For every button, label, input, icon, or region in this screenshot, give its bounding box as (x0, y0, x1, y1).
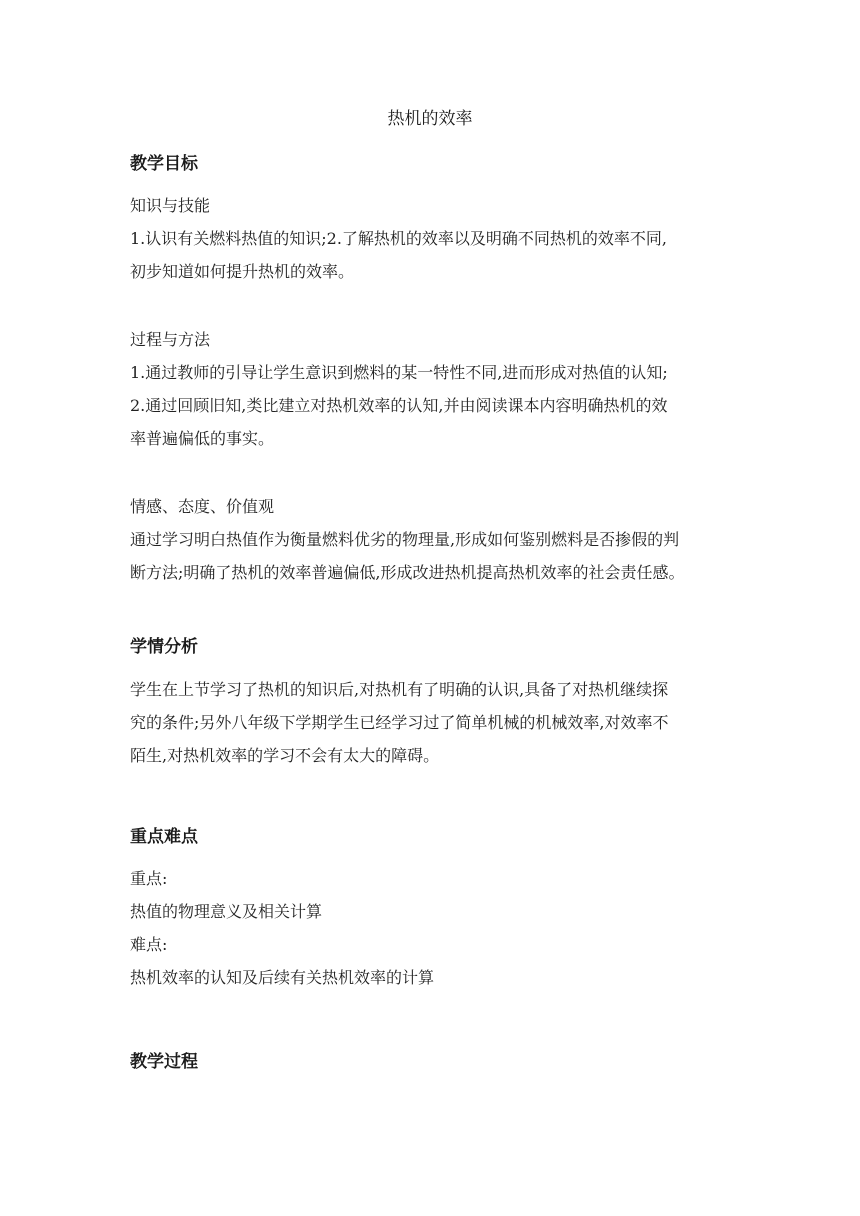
analysis-line-1: 学生在上节学习了热机的知识后,对热机有了明确的认识,具备了对热机继续探 (130, 680, 669, 699)
knowledge-line-1: 1.认识有关燃料热值的知识;2.了解热机的效率以及明确不同热机的效率不同, (130, 229, 668, 248)
key-label: 重点: (130, 869, 168, 888)
heading-key-points: 重点难点 (130, 827, 198, 847)
label-knowledge-skills: 知识与技能 (130, 196, 211, 215)
analysis-line-2: 究的条件;另外八年级下学期学生已经学习过了简单机械的机械效率,对效率不 (130, 713, 669, 732)
knowledge-line-2: 初步知道如何提升热机的效率。 (130, 262, 355, 281)
analysis-line-3: 陌生,对热机效率的学习不会有太大的障碍。 (130, 746, 440, 765)
emotion-line-1: 通过学习明白热值作为衡量燃料优劣的物理量,形成如何鉴别燃料是否掺假的判 (130, 530, 680, 549)
document-title: 热机的效率 (387, 109, 473, 129)
difficulty-text: 热机效率的认知及后续有关热机效率的计算 (130, 968, 435, 987)
label-emotion-values: 情感、态度、价值观 (130, 497, 275, 516)
heading-student-analysis: 学情分析 (130, 637, 198, 657)
key-text: 热值的物理意义及相关计算 (130, 902, 323, 921)
process-line-2: 2.通过回顾旧知,类比建立对热机效率的认知,并由阅读课本内容明确热机的效 (130, 396, 668, 415)
difficulty-label: 难点: (130, 935, 168, 954)
heading-teaching-process: 教学过程 (130, 1052, 198, 1072)
process-line-3: 率普遍偏低的事实。 (130, 429, 275, 448)
emotion-line-2: 断方法;明确了热机的效率普遍偏低,形成改进热机提高热机效率的社会责任感。 (130, 563, 685, 582)
label-process-methods: 过程与方法 (130, 330, 211, 349)
heading-objectives: 教学目标 (130, 154, 198, 174)
process-line-1: 1.通过教师的引导让学生意识到燃料的某一特性不同,进而形成对热值的认知; (130, 363, 668, 382)
